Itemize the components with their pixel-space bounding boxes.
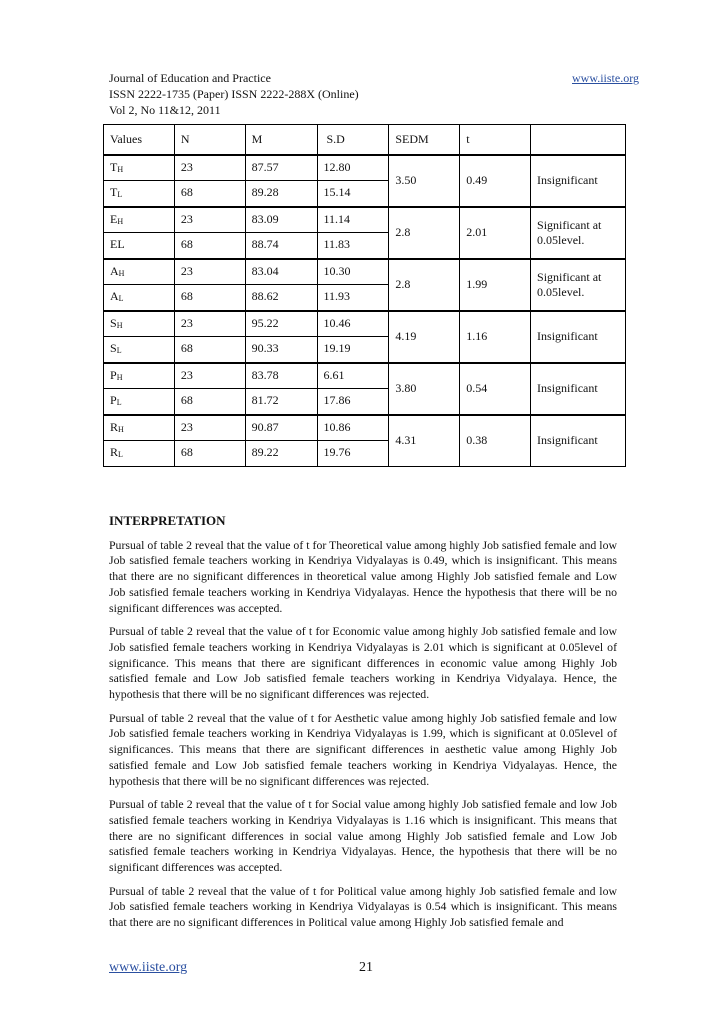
table-body xyxy=(104,155,626,467)
cell-sd: 11.14 xyxy=(317,207,389,233)
cell-sd: 19.19 xyxy=(317,337,389,363)
cell-sedm: 2.8 xyxy=(389,259,460,311)
interpretation-paragraph: Pursual of table 2 reveal that the value of t for Theoretical value among highly Job satisfied female and low Job satisfied female teachers working in Kendriya Vidyalayas is 0.49, which is insignificant. This means that there are no significant differences in theoretical value among Highly Job satisfied female and Low Job satisfied female teachers working in Kendriya Vidyalayas. Hence the hypothesis that there will be no significant differences was accepted. xyxy=(109,537,617,615)
cell-mean: 88.62 xyxy=(245,285,317,311)
cell-value-label xyxy=(104,155,175,181)
cell-value-label xyxy=(104,311,175,337)
cell-sd: 19.76 xyxy=(317,441,389,467)
value-letter: T xyxy=(110,185,118,199)
cell-value-label xyxy=(104,415,175,441)
value-letter: E xyxy=(110,211,118,226)
cell-t: 1.99 xyxy=(460,259,531,311)
table-row xyxy=(104,155,626,181)
cell-mean: 89.28 xyxy=(245,181,317,207)
col-header-sd xyxy=(317,125,389,155)
cell-n: 23 xyxy=(174,259,245,285)
cell-t: 1.16 xyxy=(460,311,531,363)
cell-mean: 83.09 xyxy=(245,207,317,233)
value-letter: R xyxy=(110,419,119,434)
issn-line: ISSN 2222-1735 (Paper) ISSN 2222-288X (Online) xyxy=(109,87,359,101)
volume-line: Vol 2, No 11&12, 2011 xyxy=(109,103,221,117)
cell-result: Insignificant xyxy=(531,363,626,415)
cell-result: Significant at 0.05level. xyxy=(531,207,626,259)
value-subscript: H xyxy=(116,320,123,330)
interpretation-paragraph: Pursual of table 2 reveal that the value of t for Political value among highly Job satisfied female and low Job satisfied female teachers working in Kendriya Vidyalayas is 0.54 which is insignificant. This means that there are no significant differences in Political value among Highly Job satisfied female and xyxy=(109,883,617,930)
journal-title: Journal of Education and Practice xyxy=(109,71,271,85)
col-header-m: M xyxy=(245,125,317,155)
interpretation-section xyxy=(109,513,617,939)
value-letter: S xyxy=(110,341,117,355)
cell-value-label xyxy=(104,207,175,233)
cell-mean: 83.78 xyxy=(245,363,317,389)
footer-website-link[interactable]: www.iiste.org xyxy=(109,960,188,975)
cell-value-label xyxy=(104,441,175,467)
table-row xyxy=(104,259,626,285)
interpretation-heading: INTERPRETATION xyxy=(109,513,226,528)
cell-sd: 10.46 xyxy=(317,311,389,337)
col-header-t: t xyxy=(460,125,531,155)
cell-mean: 89.22 xyxy=(245,441,317,467)
value-subscript: L xyxy=(116,346,122,355)
cell-result: Significant at 0.05level. xyxy=(531,259,626,311)
interpretation-paragraph: Pursual of table 2 reveal that the value of t for Social value among highly Job satisfied female and low Job satisfied female teachers working in Kendriya Vidyalayas is 1.16 which is insignificant. This means that there are no significant differences in social value among Highly Job satisfied female and Low Job satisfied female teachers working in Kendriya Vidyalayas. Hence, the hypothesis that there will be no significant differences was accepted. xyxy=(109,797,617,875)
cell-mean: 95.22 xyxy=(245,311,317,337)
cell-t: 0.54 xyxy=(460,363,531,415)
interpretation-paragraph: Pursual of table 2 reveal that the value of t for Economic value among highly Job satisfied female and low Job satisfied female teachers working in Kendriya Vidyalayas is 2.01 which is significant at 0.05level of significance. This means that there are significant differences in economic value among Highly Job satisfied female and Low Job satisfied female teachers working in Kendriya Vidyalaya. Hence, the hypothesis that there will be no significant differences was rejected. xyxy=(109,624,617,702)
cell-value-label xyxy=(104,389,175,415)
cell-sd: 12.80 xyxy=(317,155,389,181)
value-subscript: H xyxy=(118,268,125,278)
cell-mean: 81.72 xyxy=(245,389,317,415)
cell-t: 2.01 xyxy=(460,207,531,259)
cell-n: 23 xyxy=(174,155,245,181)
value-letter: EL xyxy=(110,237,125,251)
cell-sedm: 3.80 xyxy=(389,363,460,415)
col-header-values: Values xyxy=(104,125,175,155)
cell-t: 0.49 xyxy=(460,155,531,207)
cell-sedm: 3.50 xyxy=(389,155,460,207)
cell-n: 68 xyxy=(174,181,245,207)
cell-n: 23 xyxy=(174,207,245,233)
cell-mean: 90.33 xyxy=(245,337,317,363)
value-letter: P xyxy=(110,367,117,382)
cell-sd: 15.14 xyxy=(317,181,389,207)
cell-n: 23 xyxy=(174,311,245,337)
cell-mean: 90.87 xyxy=(245,415,317,441)
cell-sd: 17.86 xyxy=(317,389,389,415)
table-row xyxy=(104,363,626,389)
table-header-row xyxy=(104,125,626,155)
col-header-sd-label: S.D xyxy=(326,132,345,146)
cell-n: 23 xyxy=(174,363,245,389)
cell-result: Insignificant xyxy=(531,415,626,467)
cell-n: 68 xyxy=(174,441,245,467)
cell-value-label xyxy=(104,233,175,259)
header-website-link[interactable]: www.iiste.org xyxy=(572,71,639,85)
value-letter: S xyxy=(110,315,117,330)
value-subscript: L xyxy=(117,190,123,199)
value-letter: A xyxy=(110,289,119,303)
cell-result: Insignificant xyxy=(531,155,626,207)
value-letter: T xyxy=(110,159,118,174)
cell-mean: 87.57 xyxy=(245,155,317,181)
table-row xyxy=(104,415,626,441)
value-subscript: L xyxy=(118,450,123,459)
col-header-sedm: SEDM xyxy=(389,125,460,155)
col-header-n: N xyxy=(174,125,245,155)
cell-sd: 10.86 xyxy=(317,415,389,441)
cell-value-label xyxy=(104,363,175,389)
cell-sedm: 4.19 xyxy=(389,311,460,363)
cell-sedm: 2.8 xyxy=(389,207,460,259)
cell-sd: 11.93 xyxy=(317,285,389,311)
cell-value-label xyxy=(104,259,175,285)
value-subscript: L xyxy=(116,398,122,407)
cell-value-label xyxy=(104,181,175,207)
cell-sedm: 4.31 xyxy=(389,415,460,467)
value-subscript: L xyxy=(118,294,124,303)
cell-sd: 6.61 xyxy=(317,363,389,389)
col-header-result xyxy=(531,125,626,155)
cell-n: 68 xyxy=(174,285,245,311)
cell-mean: 83.04 xyxy=(245,259,317,285)
value-letter: R xyxy=(110,445,119,459)
cell-n: 68 xyxy=(174,337,245,363)
cell-sd: 10.30 xyxy=(317,259,389,285)
table-row xyxy=(104,207,626,233)
cell-result: Insignificant xyxy=(531,311,626,363)
page-footer xyxy=(109,960,629,976)
results-table xyxy=(103,124,626,467)
table-row xyxy=(104,311,626,337)
cell-value-label xyxy=(104,285,175,311)
value-subscript: H xyxy=(117,164,124,174)
cell-mean: 88.74 xyxy=(245,233,317,259)
cell-t: 0.38 xyxy=(460,415,531,467)
page-header xyxy=(109,70,639,118)
page-number: 21 xyxy=(359,960,373,975)
cell-n: 68 xyxy=(174,233,245,259)
cell-n: 23 xyxy=(174,415,245,441)
value-letter: A xyxy=(110,263,119,278)
value-letter: P xyxy=(110,393,117,407)
value-subscript: H xyxy=(116,372,123,382)
cell-value-label xyxy=(104,337,175,363)
value-subscript: H xyxy=(117,216,124,226)
cell-n: 68 xyxy=(174,389,245,415)
cell-sd: 11.83 xyxy=(317,233,389,259)
value-subscript: H xyxy=(118,424,124,434)
interpretation-paragraph: Pursual of table 2 reveal that the value of t for Aesthetic value among highly Job satisfied female and low Job satisfied female teachers working in Kendriya Vidyalayas is 1.99, which is significant at 0.05level of significances. This means that there are significant differences in aesthetic value among Highly Job satisfied female and Low Job satisfied female teachers working in Kendriya Vidyalayas. Hence, the hypothesis that there will be no significant differences was rejected. xyxy=(109,710,617,788)
